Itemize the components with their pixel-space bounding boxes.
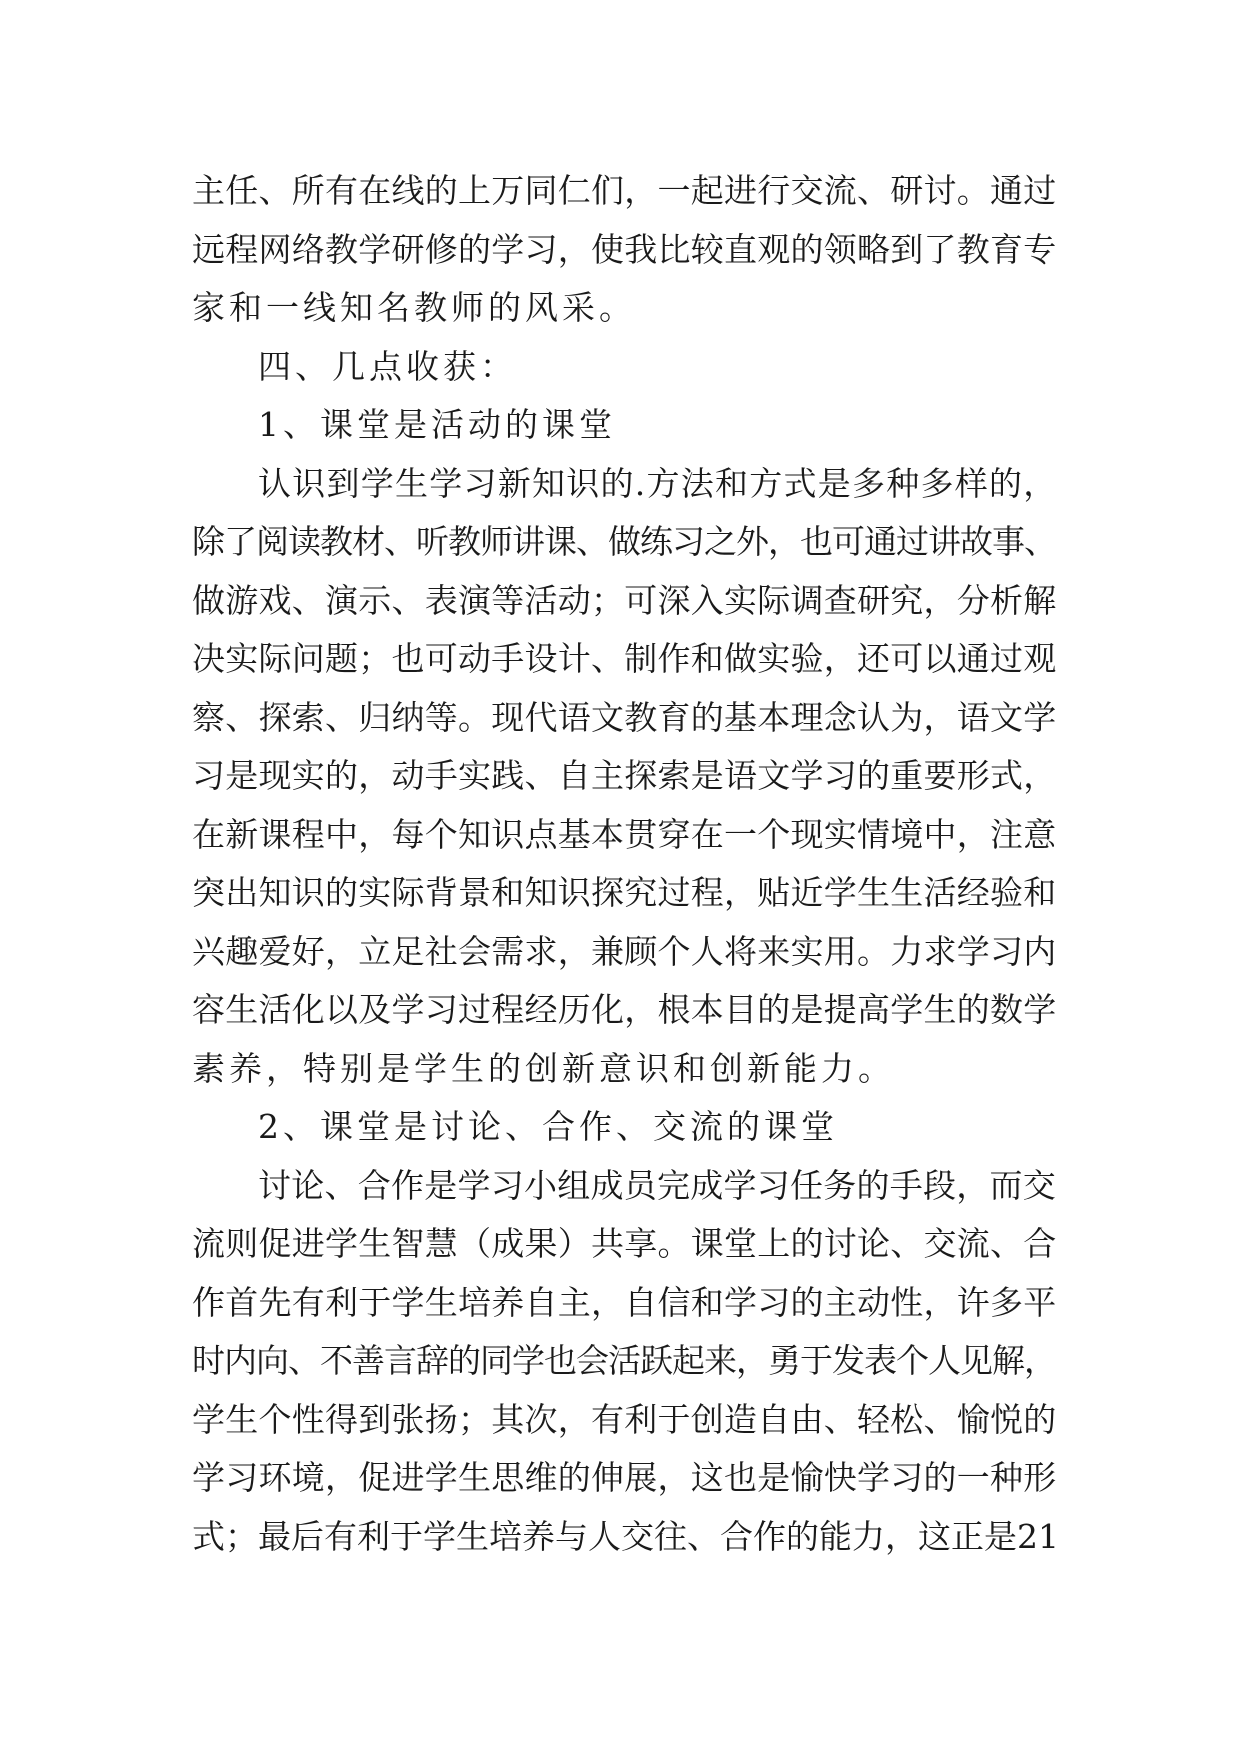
text-line: 察、探索、归纳等。现代语文教育的基本理念认为，语文学 (192, 697, 1057, 737)
text-line: 讨论、合作是学习小组成员完成学习任务的手段，而交 (258, 1165, 1056, 1205)
text-line: 作首先有利于学生培养自主，自信和学习的主动性，许多平 (192, 1282, 1057, 1322)
text-line: 习是现实的，动手实践、自主探索是语文学习的重要形式， (192, 756, 1057, 795)
text-line: 2、课堂是讨论、合作、交流的课堂 (258, 1107, 838, 1146)
text-line: 家和一线知名教师的风采。 (192, 288, 636, 327)
text-line: 1、课堂是活动的课堂 (258, 405, 616, 444)
text-line: 容生活化以及学习过程经历化，根本目的是提高学生的数学 (192, 990, 1057, 1029)
text-line: 突出知识的实际背景和知识探究过程，贴近学生生活经验和 (192, 873, 1057, 912)
text-line: 除了阅读教材、听教师讲课、做练习之外，也可通过讲故事、 (192, 522, 1056, 561)
text-line: 在新课程中，每个知识点基本贯穿在一个现实情境中，注意 (192, 814, 1057, 854)
text-line: 四、几点收获： (258, 346, 517, 386)
text-line: 做游戏、演示、表演等活动；可深入实际调查研究，分析解 (192, 580, 1057, 620)
text-line: 学生个性得到张扬；其次，有利于创造自由、轻松、愉悦的 (192, 1399, 1057, 1439)
document-body-text (192, 162, 1060, 1566)
text-line: 兴趣爱好，立足社会需求，兼顾个人将来实用。力求学习内 (192, 931, 1057, 971)
text-line: 素养，特别是学生的创新意识和创新能力。 (192, 1048, 895, 1088)
text-line: 时内向、不善言辞的同学也会活跃起来，勇于发表个人见解， (192, 1341, 1056, 1380)
text-line: 式；最后有利于学生培养与人交往、合作的能力，这正是21 (192, 1516, 1059, 1556)
text-line: 学习环境，促进学生思维的伸展，这也是愉快学习的一种形 (192, 1458, 1057, 1497)
text-line: 决实际问题；也可动手设计、制作和做实验，还可以通过观 (192, 639, 1057, 678)
text-line: 流则促进学生智慧（成果）共享。课堂上的讨论、交流、合 (192, 1224, 1057, 1263)
text-line: 主任、所有在线的上万同仁们，一起进行交流、研讨。通过 (192, 171, 1057, 210)
text-line: 认识到学生学习新知识的.方法和方式是多种多样的， (258, 463, 1058, 503)
text-line: 远程网络教学研修的学习，使我比较直观的领略到了教育专 (192, 229, 1057, 269)
